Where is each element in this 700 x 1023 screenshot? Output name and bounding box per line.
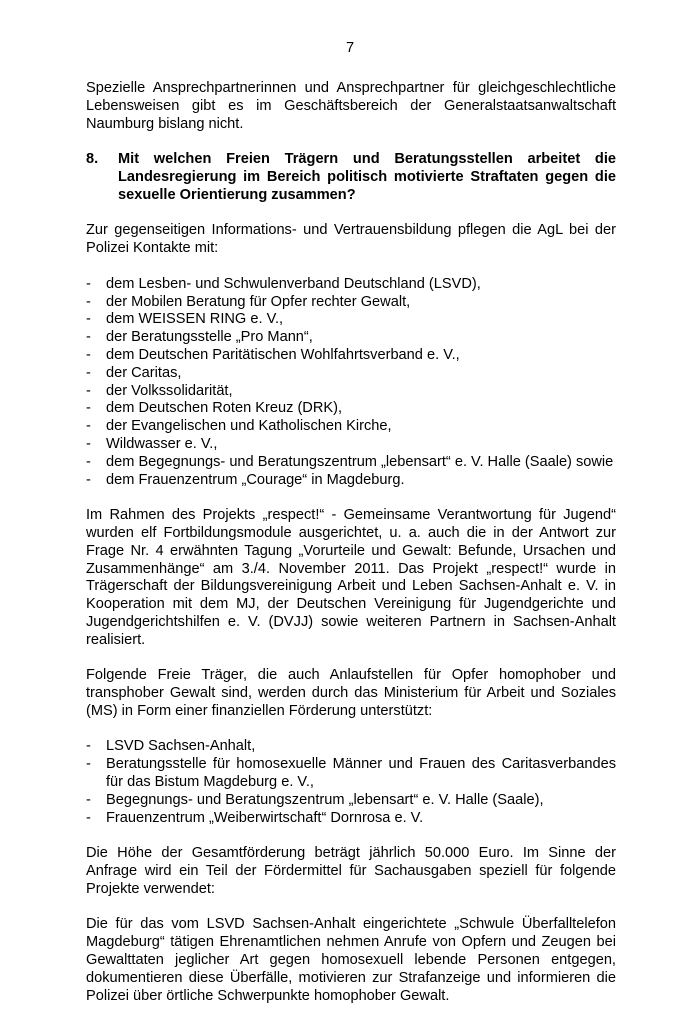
contacts-list <box>86 276 616 490</box>
question-number: 8. <box>86 151 99 168</box>
list-dash: - <box>86 756 91 773</box>
list-item <box>86 738 616 756</box>
list-dash: - <box>86 738 91 755</box>
list-dash: - <box>86 364 91 381</box>
list-dash: - <box>86 329 91 346</box>
list-item <box>86 294 616 312</box>
list-dash: - <box>86 453 91 470</box>
list-dash: - <box>86 346 91 363</box>
list-item-text: dem Begegnungs- und Beratungszentrum „lebensart“ e. V. Halle (Saale) sowie <box>106 453 614 470</box>
funded-list <box>86 738 616 827</box>
list-item-text: der Volkssolidarität, <box>106 382 233 399</box>
list-item <box>86 436 616 454</box>
list-item-text: Beratungsstelle für homosexuelle Männer und Frauen des Caritasverbandes für das Bistum Magdeburg e. V., <box>106 756 616 791</box>
hotline-paragraph: Die für das vom LSVD Sachsen-Anhalt eingerichtete „Schwule Überfalltelefon Magdeburg“ tätigen Ehrenamtlichen nehmen Anrufe von Opfern und Zeugen bei Gewalttaten jeglicher Art gegen homosexuell lebende Personen entgegen, dokumentieren diese Überfälle, motivieren zur Strafanzeige und informieren die Polizei über örtliche Schwerpunkte homophober Gewalt. <box>86 916 616 1004</box>
list-item-text: der Beratungsstelle „Pro Mann“, <box>106 329 313 346</box>
list-dash: - <box>86 293 91 310</box>
list-item-text: dem Deutschen Paritätischen Wohlfahrtsverband e. V., <box>106 346 460 363</box>
list-item-text: der Mobilen Beratung für Opfer rechter Gewalt, <box>106 293 411 310</box>
list-item <box>86 418 616 436</box>
list-item-text: dem WEISSEN RING e. V., <box>106 311 284 328</box>
list-item <box>86 347 616 365</box>
list-item-text: der Evangelischen und Katholischen Kirche, <box>106 418 392 435</box>
list-dash: - <box>86 791 91 808</box>
funding-intro-paragraph: Folgende Freie Träger, die auch Anlaufstellen für Opfer homophober und transphober Gewalt sind, werden durch das Ministerium für Arbeit und Soziales (MS) in Form einer finanziellen Förderung unterstützt: <box>86 667 616 719</box>
list-item-text: dem Deutschen Roten Kreuz (DRK), <box>106 400 343 417</box>
intro-paragraph: Spezielle Ansprechpartnerinnen und Ansprechpartner für gleichgeschlechtliche Lebensweisen gibt es im Geschäftsbereich der Generalstaatsanwaltschaft Naumburg bislang nicht. <box>86 80 616 132</box>
list-dash: - <box>86 275 91 292</box>
list-item-text: LSVD Sachsen-Anhalt, <box>106 738 256 755</box>
list-item <box>86 792 616 810</box>
list-item <box>86 311 616 329</box>
page-number: 7 <box>345 40 355 56</box>
list-item-text: Begegnungs- und Beratungszentrum „lebensart“ e. V. Halle (Saale), <box>106 791 544 808</box>
list-item <box>86 400 616 418</box>
list-item <box>86 756 616 792</box>
list-dash: - <box>86 471 91 488</box>
list-dash: - <box>86 418 91 435</box>
list-dash: - <box>86 311 91 328</box>
list-item-text: der Caritas, <box>106 364 182 381</box>
list-dash: - <box>86 435 91 452</box>
respect-paragraph: Im Rahmen des Projekts „respect!“ - Gemeinsame Verantwortung für Jugend“ wurden elf Fortbildungsmodule ausgerichtet, u. a. auch die in der Antwort zur Frage Nr. 4 erwähnten Tagung „Vorurteile und Gewalt: Befunde, Ursachen und Zusammenhänge“ am 3./4. November 2011. Das Projekt „respect!“ wurde in Trägerschaft der Bildungsvereinigung Arbeit und Leben Sachsen-Anhalt e. V. in Kooperation mit dem MJ, der Deutschen Vereinigung für Jugendgerichte und Jugendgerichtshilfen e. V. (DVJJ) sowie weiteren Partnern in Sachsen-Anhalt realisiert. <box>86 507 616 648</box>
list-dash: - <box>86 809 91 826</box>
list-item <box>86 365 616 383</box>
page-content <box>86 80 616 1023</box>
list-item <box>86 329 616 347</box>
list-item-text: Frauenzentrum „Weiberwirtschaft“ Dornrosa e. V. <box>106 809 424 826</box>
list-item <box>86 383 616 401</box>
question-8 <box>86 151 616 204</box>
contacts-intro-paragraph: Zur gegenseitigen Informations- und Vertrauensbildung pflegen die AgL bei der Polizei Kontakte mit: <box>86 222 616 257</box>
list-item-text: dem Lesben- und Schwulenverband Deutschland (LSVD), <box>106 275 481 292</box>
list-item <box>86 276 616 294</box>
list-item-text: dem Frauenzentrum „Courage“ in Magdeburg. <box>106 471 405 488</box>
question-text: Mit welchen Freien Trägern und Beratungsstellen arbeitet die Landesregierung im Bereich politisch motivierte Straftaten gegen die sexuelle Orientierung zusammen? <box>118 151 616 203</box>
list-item <box>86 454 616 472</box>
list-item <box>86 472 616 490</box>
list-item <box>86 810 616 828</box>
funding-amount-paragraph: Die Höhe der Gesamtförderung beträgt jährlich 50.000 Euro. Im Sinne der Anfrage wird ein Teil der Fördermittel für Sachausgaben speziell für folgende Projekte verwendet: <box>86 845 616 897</box>
list-item-text: Wildwasser e. V., <box>106 435 218 452</box>
list-dash: - <box>86 400 91 417</box>
list-dash: - <box>86 382 91 399</box>
